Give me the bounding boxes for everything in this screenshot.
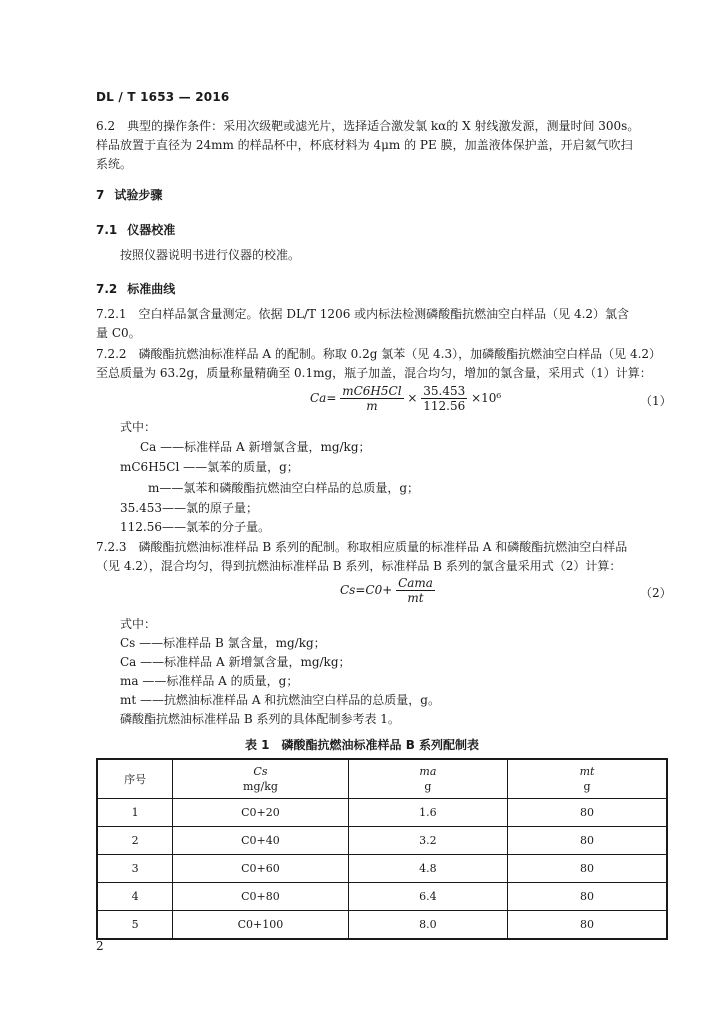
equation-1-fraction-b	[421, 384, 467, 413]
equation-1-numerator-b: 35.453	[423, 384, 466, 398]
table-header-index	[97, 759, 173, 799]
table-cell: 4	[97, 883, 173, 911]
header-cs-symbol: Cs	[253, 765, 268, 778]
section-7-number: 7	[96, 188, 105, 202]
where-2-item-2: Ca ——标准样品 A 新增氯含量，mg/kg；	[120, 655, 351, 669]
table-cell: C0+60	[173, 855, 348, 883]
equation-2	[340, 576, 435, 605]
header-cs-unit: mg/kg	[243, 780, 278, 793]
equation-2-denominator: mt	[407, 591, 424, 605]
where-2-after: 磷酸酯抗燃油标准样品 B 系列的具体配制参考表 1。	[120, 712, 400, 726]
equation-1-tail: ×10⁶	[471, 391, 502, 405]
table-row	[97, 911, 667, 940]
equation-2-number: （2）	[640, 586, 672, 600]
header-index-label: 序号	[124, 772, 147, 786]
where-1-item-1: Ca ——标准样品 A 新增氯含量，mg/kg；	[140, 440, 371, 454]
header-mt-unit: g	[583, 780, 591, 793]
table-cell: 80	[508, 799, 667, 827]
where-1-item-4: 35.453——氯的原子量；	[120, 501, 258, 515]
table-cell: 80	[508, 827, 667, 855]
header-mt-symbol: mt	[579, 765, 595, 778]
equation-2-fraction	[396, 576, 435, 605]
table-cell: 2	[97, 827, 173, 855]
table-cell: C0+20	[173, 799, 348, 827]
table-row	[97, 827, 667, 855]
table-cell: 5	[97, 911, 173, 940]
where-1-title: 式中：	[120, 420, 157, 434]
table-cell: 4.8	[348, 855, 507, 883]
where-2-item-1: Cs ——标准样品 B 氯含量，mg/kg；	[120, 636, 326, 650]
table-header-cs	[173, 759, 348, 799]
section-7-1-text: 按照仪器说明书进行仪器的校准。	[120, 248, 301, 262]
table-1	[96, 758, 668, 940]
table-cell: 3	[97, 855, 173, 883]
equation-1-denominator-b: 112.56	[423, 399, 466, 413]
clause-6-2-line-1: 6.2 典型的操作条件：采用次级靶或滤光片，选择适合激发氯 kα的 X 射线激发源，测量时间 300s。	[96, 119, 640, 133]
table-row	[97, 799, 667, 827]
section-7-2-heading	[96, 280, 175, 297]
standard-header: DL / T 1653 — 2016	[96, 90, 230, 104]
equation-1-fraction-a	[340, 384, 403, 413]
table-row	[97, 855, 667, 883]
clause-7-2-1-line-2: 量 C0。	[96, 326, 141, 340]
table-cell: 80	[508, 855, 667, 883]
where-1-item-5: 112.56——氯苯的分子量。	[120, 520, 270, 534]
page-number: 2	[96, 939, 104, 953]
equation-1-denominator-a: m	[366, 399, 378, 413]
equation-2-lhs: Cs=C0+	[340, 583, 393, 597]
table-cell: 1	[97, 799, 173, 827]
where-1-item-2: mC6H5Cl ——氯苯的质量，g；	[120, 460, 299, 474]
where-1-item-3: m——氯苯和磷酸酯抗燃油空白样品的总质量，g；	[148, 481, 420, 495]
table-1-caption: 表 1 磷酸酯抗燃油标准样品 B 系列配制表	[244, 738, 480, 752]
equation-1-number: （1）	[640, 394, 672, 408]
clause-7-2-2-line-2: 至总质量为 63.2g，质量称量精确至 0.1mg，瓶子加盖，混合均匀，增加的氯含量，采用式（1）计算：	[96, 366, 652, 380]
equation-1-numerator-a: mC6H5Cl	[342, 384, 402, 398]
table-cell: 80	[508, 883, 667, 911]
where-2-item-3: ma ——标准样品 A 的质量，g；	[120, 674, 299, 688]
table-cell: 8.0	[348, 911, 507, 940]
table-header-ma	[348, 759, 507, 799]
section-7-2-number: 7.2	[96, 282, 118, 296]
table-cell: C0+100	[173, 911, 348, 940]
header-ma-unit: g	[424, 780, 432, 793]
section-7-1-heading	[96, 221, 175, 238]
where-2-title: 式中：	[120, 617, 157, 631]
table-cell: C0+80	[173, 883, 348, 911]
table-cell: C0+40	[173, 827, 348, 855]
table-header-row	[97, 759, 667, 799]
equation-2-numerator: Cama	[398, 576, 433, 590]
table-cell: 6.4	[348, 883, 507, 911]
clause-7-2-2-line-1: 7.2.2 磷酸酯抗燃油标准样品 A 的配制。称取 0.2g 氯苯（见 4.3），加磷酸酯抗燃油空白样品（见 4.2）	[96, 347, 662, 361]
section-7-heading	[96, 186, 162, 203]
table-header-mt	[508, 759, 667, 799]
equation-1	[310, 384, 501, 413]
clause-7-2-1-line-1: 7.2.1 空白样品氯含量测定。依据 DL/T 1206 或内标法检测磷酸酯抗燃油空白样品（见 4.2）氯含	[96, 307, 630, 321]
clause-7-2-3-line-2: （见 4.2），混合均匀，得到抗燃油标准样品 B 系列，标准样品 B 系列的氯含量采用式（2）计算：	[96, 559, 622, 573]
clause-6-2-line-2: 样品放置于直径为 24mm 的样品杯中，杯底材料为 4μm 的 PE 膜，加盖液体保护盖，开启氦气吹扫	[96, 138, 633, 152]
header-ma-symbol: ma	[419, 765, 437, 778]
clause-6-2-line-3: 系统。	[96, 157, 133, 171]
table-cell: 1.6	[348, 799, 507, 827]
section-7-1-number: 7.1	[96, 223, 118, 237]
section-7-1-title: 仪器校准	[127, 223, 176, 237]
equation-1-lhs: Ca=	[310, 391, 337, 405]
table-cell: 80	[508, 911, 667, 940]
where-2-item-4: mt ——抗燃油标准样品 A 和抗燃油空白样品的总质量，g。	[120, 693, 440, 707]
table-row	[97, 883, 667, 911]
table-cell: 3.2	[348, 827, 507, 855]
section-7-title: 试验步骤	[114, 188, 163, 202]
equation-1-times: ×	[407, 391, 418, 405]
section-7-2-title: 标准曲线	[127, 282, 176, 296]
clause-7-2-3-line-1: 7.2.3 磷酸酯抗燃油标准样品 B 系列的配制。称取相应质量的标准样品 A 和磷酸酯抗燃油空白样品	[96, 540, 628, 554]
